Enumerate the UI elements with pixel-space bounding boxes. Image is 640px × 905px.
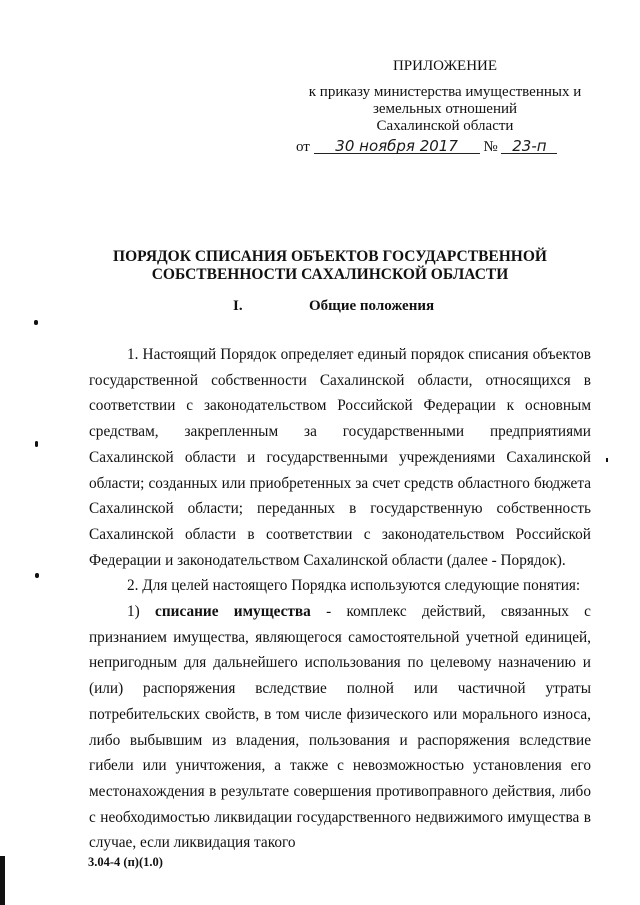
scan-speck-3 (35, 573, 39, 578)
scan-edge-bar (0, 856, 5, 905)
appendix-block (295, 58, 595, 135)
document-body (89, 342, 591, 856)
paragraph-3-prefix: 1) (127, 603, 156, 621)
term-write-off: списание имущества (155, 603, 311, 621)
paragraph-1: 1. Настоящий Порядок определяет единый порядок списания объектов государственной собственности Сахалинской области, относящихся в соответствии с законодательством Российской Федерации к основным средствам, закрепленным за государственными предприятиями Сахалинской области и государственными учреждениями Сахалинской области; созданных или приобретенных за счет средств областного бюджета Сахалинской области; переданных в государственную собственность Сахалинской области в соответствии с законодательством Российской Федерации и законодательством Сахалинской области (далее - Порядок). (89, 346, 591, 569)
title-line-1: ПОРЯДОК СПИСАНИЯ ОБЪЕКТОВ ГОСУДАРСТВЕННОЙ (113, 248, 547, 265)
appendix-line-1: к приказу министерства имущественных и (308, 84, 582, 100)
appendix-line-3: Сахалинской области (376, 118, 514, 134)
number-label: № (483, 139, 498, 155)
paragraph-3 (89, 599, 591, 856)
paragraph-3-text: - комплекс действий, связанных с признанием имущества, являющегося самостоятельной учетной единицей, непригодным для дальнейшего использования по целевому назначению и (или) распоряжения вследствие полной или частичной утраты потребительских свойств, в том числе физического или морального износа, либо выбывшим из владения, пользования и распоряжения вследствие гибели или уничтожения, а также с невозможностью установления его местонахождения в результате совершения противоправного действия, либо с необходимостью ликвидации государственного недвижимого имущества в случае, если ликвидация такого (89, 603, 591, 852)
section-number: I. (233, 298, 243, 314)
from-label: от (296, 139, 310, 155)
document-code: 3.04-4 (п)(1.0) (88, 855, 163, 869)
paragraph-2: 2. Для целей настоящего Порядка используются следующие понятия: (127, 577, 581, 595)
scan-speck-4 (606, 458, 608, 462)
handwritten-number: 23-п (501, 139, 557, 154)
appendix-heading: ПРИЛОЖЕНИЕ (392, 58, 498, 74)
order-date-number-line (296, 138, 596, 156)
scan-speck-2 (35, 441, 38, 447)
appendix-line-2: земельных отношений (372, 101, 518, 117)
document-title (70, 248, 590, 284)
scan-speck-1 (34, 320, 38, 325)
section-title: Общие положения (309, 298, 435, 314)
handwritten-date: 30 ноября 2017 (314, 139, 480, 154)
title-line-2: СОБСТВЕННОСТИ САХАЛИНСКОЙ ОБЛАСТИ (151, 266, 509, 283)
